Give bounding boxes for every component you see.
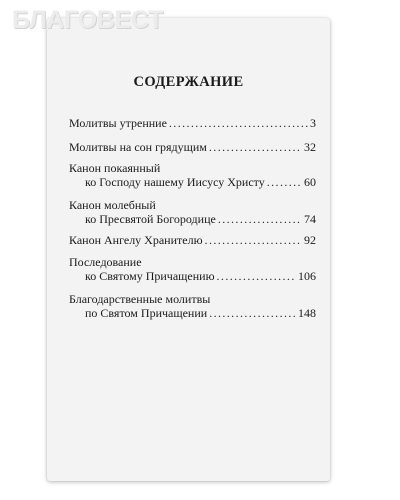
toc-entry-title: Последование: [69, 255, 142, 269]
toc-entry-title: Молитвы утренние: [69, 116, 167, 130]
toc-entry-title: Молитвы на сон грядущим: [69, 140, 207, 154]
page-title: СОДЕРЖАНИЕ: [133, 74, 244, 90]
dot-leader: [169, 116, 308, 130]
dot-leader: [205, 233, 302, 247]
toc-entry-line: [69, 140, 316, 154]
toc-entry-line: [69, 255, 316, 269]
toc-entry-communion-rule: [69, 255, 316, 283]
toc-page-number: 148: [298, 306, 316, 320]
toc-entry-title: Канон покаянный: [69, 161, 161, 175]
toc-page-number: 106: [298, 269, 316, 283]
toc-entry-morning-prayers: [69, 116, 316, 130]
toc-entry-guardian-angel-canon: [69, 233, 316, 247]
toc-entry-thanksgiving-prayers: [69, 292, 316, 320]
toc-entry-title: Благодарственные молитвы: [69, 292, 211, 306]
toc-page-number: 74: [304, 212, 316, 226]
toc-entry-evening-prayers: [69, 140, 316, 154]
dot-leader: [209, 140, 302, 154]
toc-entry-title-continued: ко Святому Причащению: [85, 269, 215, 283]
toc-entry-line: [69, 269, 316, 283]
toc-entry-title: Канон Ангелу Хранителю: [69, 233, 203, 247]
book-page: [47, 18, 330, 481]
toc-entry-line: [69, 116, 316, 130]
toc-entry-title-continued: по Святом Причащении: [85, 306, 208, 320]
toc-entry-line: [69, 233, 316, 247]
watermark-logo: БЛАГОВЕСТ: [12, 6, 163, 34]
toc-entry-title: Канон молебный: [69, 198, 156, 212]
dot-leader: [217, 269, 296, 283]
table-of-contents: [69, 116, 316, 320]
toc-entry-line: [69, 198, 316, 212]
toc-entry-title-continued: ко Господу нашему Иисусу Христу: [85, 175, 265, 189]
toc-entry-line: [69, 306, 316, 320]
toc-entry-line: [69, 292, 316, 306]
toc-page-number: 92: [304, 233, 316, 247]
dot-leader: [267, 175, 302, 189]
toc-page-number: 3: [310, 116, 316, 130]
toc-entry-line: [69, 175, 316, 189]
toc-entry-line: [69, 212, 316, 226]
toc-entry-title-continued: ко Пресвятой Богородице: [85, 212, 216, 226]
toc-entry-penitential-canon: [69, 161, 316, 189]
toc-page-number: 32: [304, 140, 316, 154]
dot-leader: [218, 212, 302, 226]
toc-page-number: 60: [304, 175, 316, 189]
toc-entry-supplicatory-canon: [69, 198, 316, 226]
dot-leader: [209, 306, 296, 320]
toc-entry-line: [69, 161, 316, 175]
